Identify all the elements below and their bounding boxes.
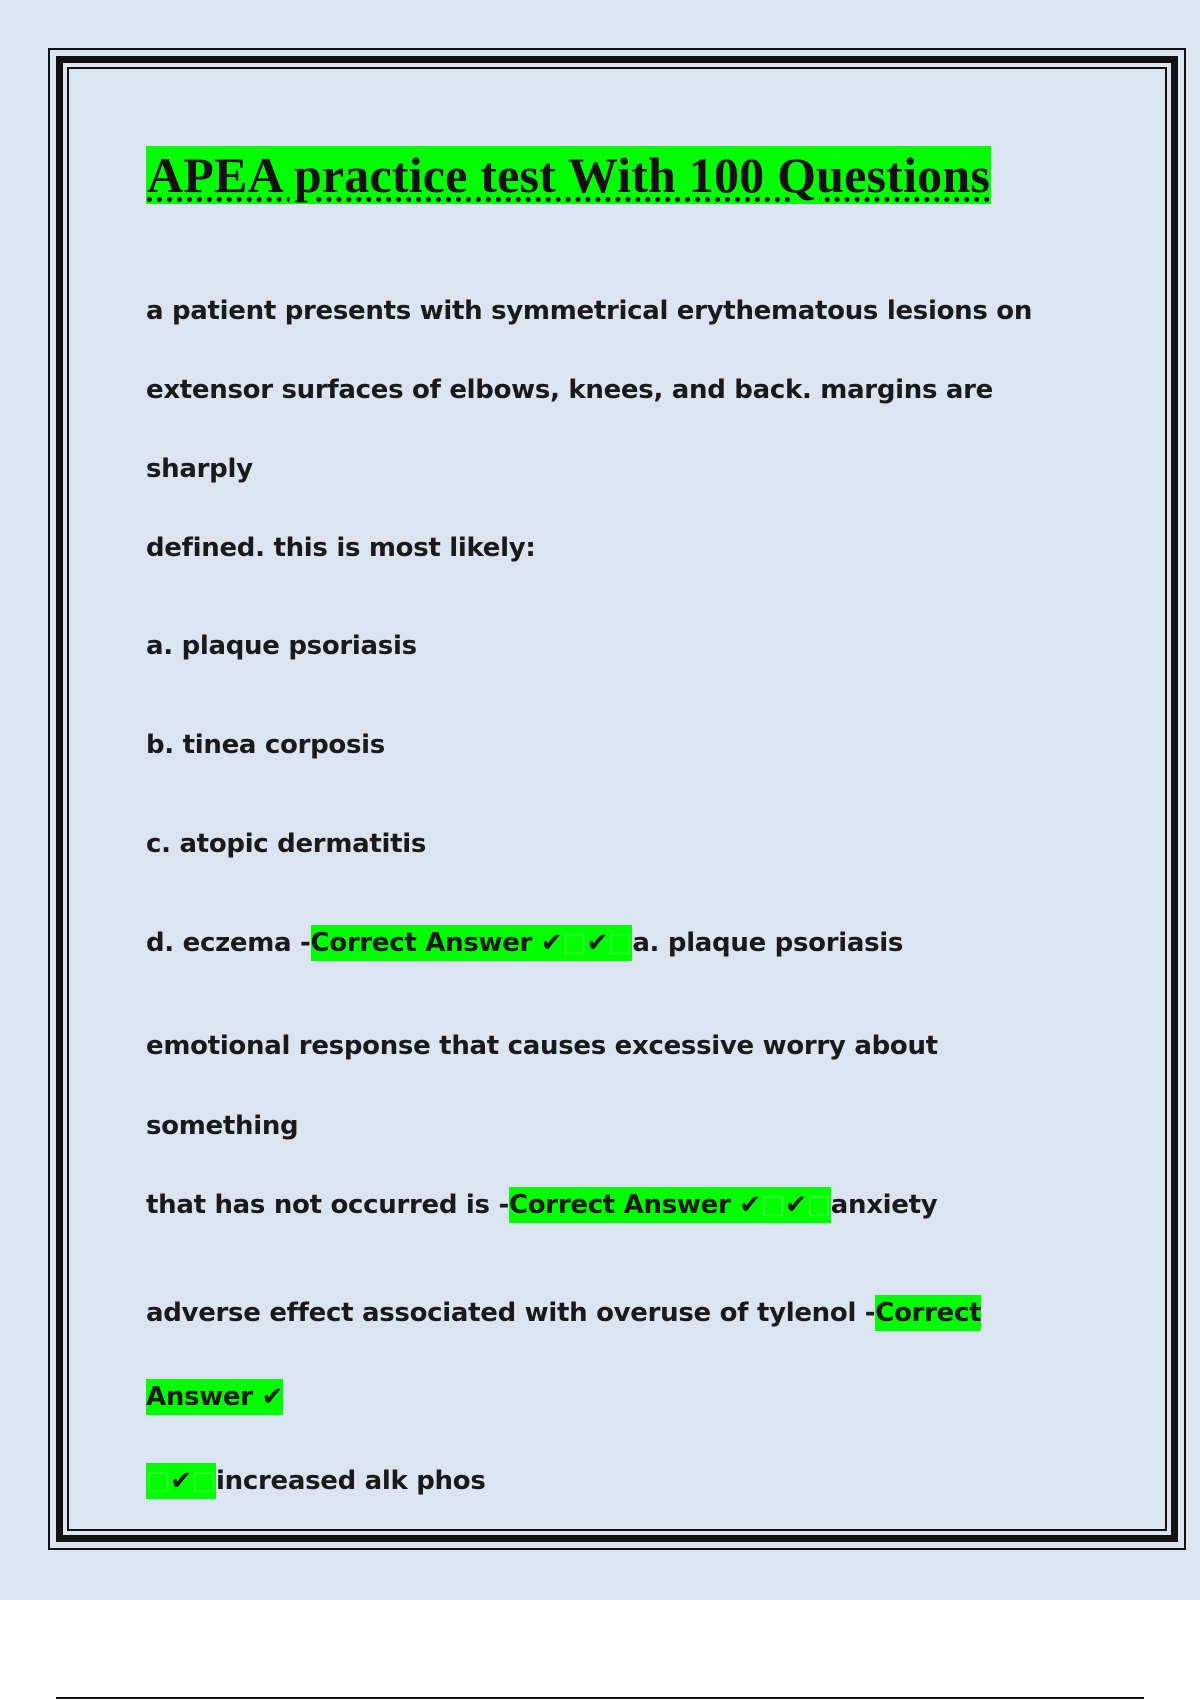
question-2-stem-line-1: emotional response that causes excessive worry about something (146, 1031, 938, 1141)
checkmark-icon: ✔ (586, 928, 609, 958)
question-1-answer: a. plaque psoriasis (632, 928, 904, 958)
question-3-stem-end: adverse effect associated with overuse of tylenol - (146, 1298, 876, 1328)
question-1 (146, 272, 1086, 961)
question-3 (146, 1271, 1086, 1523)
question-1-stem-line-2: extensor surfaces of elbows, knees, and back. margins are sharply (146, 375, 993, 484)
checkmark-icon: ✔ (170, 1466, 192, 1496)
box-glyph-icon: □ (806, 1190, 831, 1220)
footer-divider (56, 1697, 1144, 1699)
question-1-stem-line-1: a patient presents with symmetrical erythematous lesions on (146, 296, 1033, 326)
document-content (146, 146, 1086, 1523)
question-1-option-d-with-answer (146, 925, 1086, 961)
correct-answer-highlight (311, 925, 633, 961)
question-1-option-c: c. atopic dermatitis (146, 829, 427, 859)
box-glyph-icon: □ (146, 1466, 171, 1496)
box-glyph-icon: □ (608, 928, 633, 958)
question-2-stem-line-2 (146, 1166, 1086, 1245)
box-glyph-icon: □ (760, 1190, 785, 1220)
question-2 (146, 1006, 1086, 1245)
correct-answer-highlight (509, 1187, 831, 1223)
box-glyph-icon: □ (562, 928, 587, 958)
correct-answer-highlight-continued (146, 1463, 216, 1499)
question-3-stem (146, 1271, 1086, 1523)
question-1-option-d: d. eczema - (146, 928, 311, 958)
question-1-option-a: a. plaque psoriasis (146, 631, 417, 661)
checkmark-icon: ✔ (784, 1190, 807, 1220)
correct-answer-label: Correct Answer ✔ (310, 928, 563, 958)
question-2-stem-end: that has not occurred is - (146, 1190, 509, 1220)
document-title: APEA practice test With 100 Questions (147, 147, 991, 203)
box-glyph-icon: □ (191, 1466, 217, 1496)
question-1-stem-line-3: defined. this is most likely: (146, 533, 536, 563)
question-1-option-b: b. tinea corposis (146, 730, 385, 760)
question-3-answer: increased alk phos (216, 1466, 486, 1496)
correct-answer-label: Correct Answer ✔ (146, 1298, 982, 1412)
question-2-answer: anxiety (830, 1190, 938, 1220)
correct-answer-label: Correct Answer ✔ (508, 1190, 761, 1220)
